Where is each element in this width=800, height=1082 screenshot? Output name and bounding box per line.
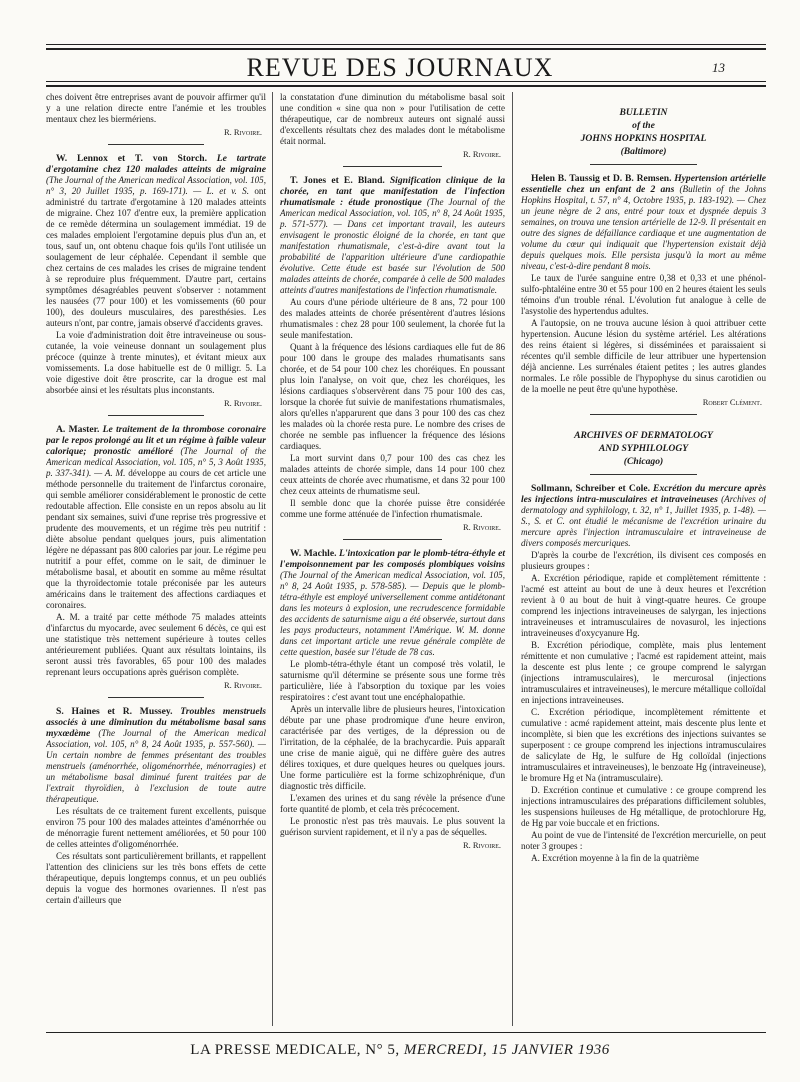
article-citation: (Archives of dermatology and syphilology, t. 32, n° 1, Juillet 1935, p. 1-48). — S., S. et C. ont étudié le mécanisme de l'excrétion urinaire du mercure après l'injection intramusculaire et intraveineuse de divers composés mercuriques.	[521, 494, 766, 548]
article-paragraph: Il semble donc que la chorée puisse être considérée comme une forme atténuée de l'infection rhumatismale.	[280, 498, 505, 519]
article-paragraph: A l'autopsie, on ne trouva aucune lésion à quoi attribuer cette hypertension. Aucune lésion du système artériel. Les altérations des reins étaient si légères, si disséminées et paraissaient si récentes qu'il semble difficile de leur attribuer une hypertension déjà ancienne. Les surrénales étaient petites ; les autres glandes normales. Le rôle possible de l'hypophyse du sinus carotidien ou de la moelle ne peut être qu'une hypothèse.	[521, 318, 766, 394]
column-middle	[272, 92, 512, 1026]
header-rule-bottom	[46, 81, 766, 82]
journal-section-title	[521, 429, 766, 468]
article-signature: R. Rivoire.	[462, 149, 501, 159]
article-divider	[343, 539, 442, 540]
article-title: Excrétion du mercure après les injections intra-musculaires et intraveineuses	[521, 483, 766, 505]
article-authors: A. Master.	[56, 424, 100, 435]
article-paragraph: A. Excrétion moyenne à la fin de la quatrième	[531, 853, 699, 863]
article-citation: (The Journal of the American medical Association, vol. 105, n° 8, 24 Août 1935, p. 578-585). — Depuis que le plomb-tétra-éthyle est employé universellement comme antidétonant dans les moteurs à explosion, une recrudescence formidable des accidents de saturnisme aigu a été observée, surtout dans les pays producteurs, notamment l'Amérique. W. M. donne dans cet important article une revue générale complète de cette question, basée sur l'étude de 78 cas.	[280, 570, 505, 657]
article-heading	[46, 424, 266, 611]
footer-journal: LA PRESSE MEDICALE, N° 5,	[190, 1042, 400, 1058]
running-title: REVUE DES JOURNAUX	[246, 53, 554, 82]
article-title: Le traitement de la thrombose coronaire par le repos prolongé au lit et un régime à faible valeur calorique; pronostic amélioré	[46, 424, 267, 457]
article-signature: R. Rivoire.	[223, 398, 262, 408]
article-divider	[108, 415, 205, 416]
article-paragraph: Quant à la fréquence des lésions cardiaques elle fut de 86 pour 100 dans le groupe des malades rhumatisants sans chorée, et de 54 pour 100 chez les choréiques. En poussant plus loin l'analyse, on voit que, chez les choréiques, les lésions cardiaques s'observèrent dans 75 pour 100 des cas, lorsque la chorée fut suivie de manifestations rhumatismales, alors qu'elles n'apparurent que dans 3 pour 100 des cas chez les malades où la chorée resta pure. Le nombre des crises de chorée ne semble pas influencer la fréquence des lésions cardiaques.	[280, 342, 505, 451]
article-paragraph: Après un intervalle libre de plusieurs heures, l'intoxication débute par une phase prodromique d'une heure environ, caractérisée par des vertiges, de la dépression ou de l'irritation, de la céphalée, de la brachycardie. Puis apparaît une crise de manie aiguë, qui ne diffère guère des autres délires toxiques, et dure quelques heures ou quelques jours. Une forme particulière est la forme schizophrénique, d'un diagnostic très difficile.	[280, 704, 505, 791]
article-title: Le tartrate d'ergotamine chez 120 malades atteints de migraine	[46, 153, 266, 175]
journal-section-title	[521, 106, 766, 158]
article-authors: W. Machle.	[290, 548, 337, 559]
article-divider	[108, 697, 205, 698]
header-rule-top-thick	[46, 48, 766, 50]
article-divider	[343, 166, 442, 167]
article-paragraph: Le pronostic n'est pas très mauvais. Le plus souvent la guérison survient rapidement, et il n'y a pas de séquelles.	[280, 816, 505, 837]
article-citation: (The Journal of the American medical Association, vol. 105, n° 5, 3 Août 1935, p. 337-341). — A. M.	[46, 446, 266, 478]
article-authors: S. Haines et R. Mussey.	[56, 706, 173, 717]
column-right	[512, 92, 766, 1026]
footer-rule	[46, 1032, 766, 1033]
article-paragraph: Le plomb-tétra-éthyle étant un composé très volatil, le saturnisme qu'il détermine se présente sous une forme très particulière, liée à l'absorption du toxique par les voies respiratoires : c'est avant tout une encéphalopathie.	[280, 659, 505, 702]
footer-date: MERCREDI, 15 JANVIER 1936	[403, 1042, 610, 1058]
article-paragraph: la constatation d'une diminution du métabolisme basal soit une condition « sine qua non » pour l'utilisation de cette thérapeutique, car de nombreux auteurs ont signalé aussi d'excellents résultats chez des malades dont le métabolisme était normal.	[280, 92, 505, 146]
journal-name-line: JOHNS HOPKINS HOSPITAL	[580, 133, 707, 144]
article-authors: Helen B. Taussig et D. B. Remsen.	[531, 173, 672, 184]
journal-name-line: ARCHIVES OF DERMATOLOGY	[574, 430, 713, 441]
article-heading	[46, 706, 266, 805]
article-authors: Sollmann, Schreiber et Cole.	[531, 483, 650, 494]
article-paragraph: Au point de vue de l'intensité de l'excrétion mercurielle, on peut noter 3 groupes :	[521, 830, 766, 851]
article-paragraph: développe au cours de cet article une méthode personnelle du traitement de l'infarctus coronaire, qui semble améliorer considérablement le pronostic de cette redoutable affection. Elle consiste en un repos absolu au lit pendant six semaines, suivi d'une reprise très progressive et prudente des mouvements, et un régime très peu nutritif : diète absolue pendant quelques jours, puis alimentation légère ne dépassant pas 800 calories par jour. Le régime peu nutritif a pour effet, comme on le sait, de diminuer le métabolisme basal, et aboutit en somme au même résultat que la thyroïdectomie totale préconisée par les auteurs américains dans le traitement des affections cardiaques et coronaires.	[46, 468, 266, 610]
article-paragraph: D'après la courbe de l'excrétion, ils divisent ces composés en plusieurs groupes :	[521, 550, 766, 571]
article-divider	[590, 164, 698, 165]
article-paragraph: Les résultats de ce traitement furent excellents, puisque environ 75 pour 100 des malades atteintes d'aménorrhée ou de ménorragie furent nettement améliorées, et 50 pour 100 de celles atteintes d'oligoménorrhée.	[46, 806, 266, 849]
article-paragraph: D. Excrétion continue et cumulative : ce groupe comprend les injections intramusculaires des préparations difficilement solubles, les suspensions huileuses de Hg métallique, de protochlorure Hg, de Hg par voie buccale et en frictions.	[521, 785, 766, 828]
article-citation: (The Journal of the American medical Association, vol. 105, n° 8, 24 Août 1935, p. 557-560). — Un certain nombre de femmes présentant des troubles menstruels (aménorrhée, oligoménorrhée, ménorragies) et un métabolisme basal diminué furent traitées par de l'extrait thyroïdien, à l'exclusion de toute autre thérapeutique.	[46, 728, 266, 804]
article-paragraph: A. Excrétion périodique, rapide et complètement rémittente : l'acmé est atteint au bout de une à deux heures et l'excrétion revient à 0 au bout de huit à vingt-quatre heures. Ce groupe comprend les injections intraveineuses de salyrgan, les injections intraveineuses et intramusculaires de novasurol, les injections intraveineuses d'oxycyanure Hg.	[521, 573, 766, 638]
article-paragraph: Au cours d'une période ultérieure de 8 ans, 72 pour 100 des malades atteints de chorée présentèrent d'autres lésions rhumatismales : chez 28 pour 100 seulement, la chorée fut la seule manifestation.	[280, 297, 505, 340]
article-divider	[590, 474, 698, 475]
article-citation: (Bulletin of the Johns Hopkins Hospital, t. 57, n° 4, Octobre 1935, p. 183-192). — Chez un jeune nègre de 2 ans, entré pour toux et dyspnée depuis 3 semaines, on trouva une tension artérielle de 12-9. Il présentait en outre des signes de défaillance cardiaque et une augmentation de volume du cœur qui indiquait que l'hypertension existait déjà depuis quelques mois. Elle persista jusqu'à la mort au même niveau, c'est-à-dire pendant 8 mois.	[521, 184, 766, 271]
article-paragraph: B. Excrétion périodique, complète, mais plus lentement rémittente et non cumulative ; l'acmé est rapidement atteint, mais la descente est plus lente ; ce groupe comprend le salyrgan (injections intramusculaires), le mercurosal (injections intramusculaires et intraveineuses), le mercure métallique colloïdal en injections intraveineuses.	[521, 640, 766, 705]
article-signature: R. Rivoire.	[462, 522, 501, 532]
article-signature: R. Rivoire.	[462, 840, 501, 850]
article-paragraph: Ces résultats sont particulièrement brillants, et rappellent l'attention des cliniciens sur les très bons effets de cette thérapeutique, depuis longtemps connus, et un peu oubliés depuis la vogue des hormones ovariennes. Il n'est pas certain d'ailleurs que	[46, 851, 266, 905]
page-number: 13	[712, 60, 725, 75]
page-footer	[0, 1042, 800, 1059]
article-divider	[590, 414, 698, 415]
article-heading	[521, 483, 766, 549]
article-title: Hypertension artérielle essentielle chez un enfant de 2 ans	[521, 173, 766, 195]
article-signature: Robert Clément.	[702, 397, 762, 407]
article-heading	[280, 175, 505, 296]
header-rule-top	[46, 44, 766, 45]
article-columns	[46, 92, 766, 1026]
header-rule-bottom-thick	[46, 85, 766, 87]
column-left	[46, 92, 272, 1026]
article-citation: (The Journal of the American medical Association, vol. 105, n° 8, 24 Août 1935, p. 571-577). — Dans cet important travail, les auteurs envisagent le pronostic éloigné de la chorée, en tant que manifestation rhumatismale, c'est-à-dire avant tout la probabilité de l'apparition ultérieure d'une cardiopathie évolutive. Cette étude est basée sur l'évolution de 500 malades atteints de chorée, comparée à celle de 500 malades atteints d'autres manifestations de l'infection rhumatismale.	[280, 197, 506, 295]
article-signature: R. Rivoire.	[223, 127, 262, 137]
article-paragraph: ches doivent être entreprises avant de pouvoir affirmer qu'il y a une relation directe entre l'anémie et les troubles mentaux chez les biermériens.	[46, 92, 266, 124]
article-paragraph: La mort survint dans 0,7 pour 100 des cas chez les malades atteints de chorée simple, dans 14 pour 100 chez ceux atteints de chorée avec rhumatisme, et dans 32 pour 100 chez ceux atteints de rhumatisme seul.	[280, 453, 505, 496]
article-paragraph: L'examen des urines et du sang révèle la présence d'une forte quantité de plomb, et cela très précocement.	[280, 793, 505, 814]
article-paragraph: C. Excrétion périodique, incomplètement rémittente et cumulative : acmé rapidement atteint, mais descente plus lente et incomplète, si bien que les excrétions des injections suivantes se superposent : ce groupe comprend les injections intramusculaires de salicylate de Hg, le sulfure de Hg colloïdal (injections intramusculaires et intraveineuses), le benzoate Hg (intraveineuse), le bromure Hg et Na (intramusculaire).	[521, 707, 766, 783]
article-title: Troubles menstruels associés à une diminution du métabolisme basal sans myxœdème	[46, 706, 266, 739]
article-paragraph: A. M. a traité par cette méthode 75 malades atteints d'infarctus du myocarde, avec seulement 6 décès, ce qui est une statistique très nettement supérieure à toutes celles antérieurement publiées. Quant aux résultats lointains, ils seront aussi très favorables, 65 pour 100 des malades reprenant leurs occupations après guérison complète.	[46, 612, 266, 677]
article-heading	[46, 153, 266, 329]
article-authors: T. Jones et E. Bland.	[290, 175, 385, 186]
article-paragraph: ont administré du tartrate d'ergotamine à 120 malades atteints de migraine. Chez 107 d'entre eux, la première application de ce remède détermina un soulagement immédiat. 19 de ces malades emploient l'ergotamine depuis plus d'un an, et tous, sauf un, ont obtenu chaque fois qu'ils l'ont utilisée un soulagement de leur céphalée. Cependant il semble que chez certains de ces malades les crises de migraine tendent à se reproduire plus fréquemment. D'autre part, certains symptômes désagréables peuvent s'observer : notamment les nausées (77 pour 100) et les vomissements (60 pour 100), des douleurs musculaires, des paresthésies. Les auteurs n'ont, par contre, jamais observé d'accidents graves.	[46, 186, 266, 328]
article-heading	[280, 548, 505, 658]
journal-name-line: AND SYPHILOLOGY	[598, 443, 689, 454]
article-authors: W. Lennox et T. von Storch.	[56, 153, 207, 164]
journal-name-line: of the	[632, 120, 655, 131]
journal-city: (Baltimore)	[620, 146, 667, 157]
journal-name-line: BULLETIN	[619, 107, 668, 118]
article-heading	[521, 173, 766, 272]
article-citation: (The Journal of the American medical Association, vol. 105, n° 3, 20 Juillet 1935, p. 169-171). — L. et v. S.	[46, 175, 266, 196]
article-paragraph: Le taux de l'urée sanguine entre 0,38 et 0,33 et une phénol-sulfo-phtaléine entre 30 et 55 pour 100 en 2 heures étaient les seuls témoins d'un trouble rénal. L'évolution fut analogue à celle de l'asystolie des hypertendus adultes.	[521, 273, 766, 316]
article-title: Signification clinique de la chorée, en tant que manifestation de l'infection rhumatismale : étude pronostique	[280, 175, 505, 208]
journal-city: (Chicago)	[623, 456, 664, 467]
article-signature: R. Rivoire.	[223, 680, 262, 690]
article-title: L'intoxication par le plomb-tétra-éthyle et l'empoisonnement par les composés plombiques voisins	[280, 548, 505, 570]
article-divider	[108, 144, 205, 145]
article-paragraph: La voie d'administration doit être intraveineuse ou sous-cutanée, la voie veineuse donnant un soulagement plus précoce (quinze à trente minutes), et évitant mieux aux vomissements. La dose habituelle est de 0 milligr. 5. La voie digestive doit être proscrite, car la drogue est mal absorbée ainsi et les résultats plus inconstants.	[46, 330, 266, 395]
